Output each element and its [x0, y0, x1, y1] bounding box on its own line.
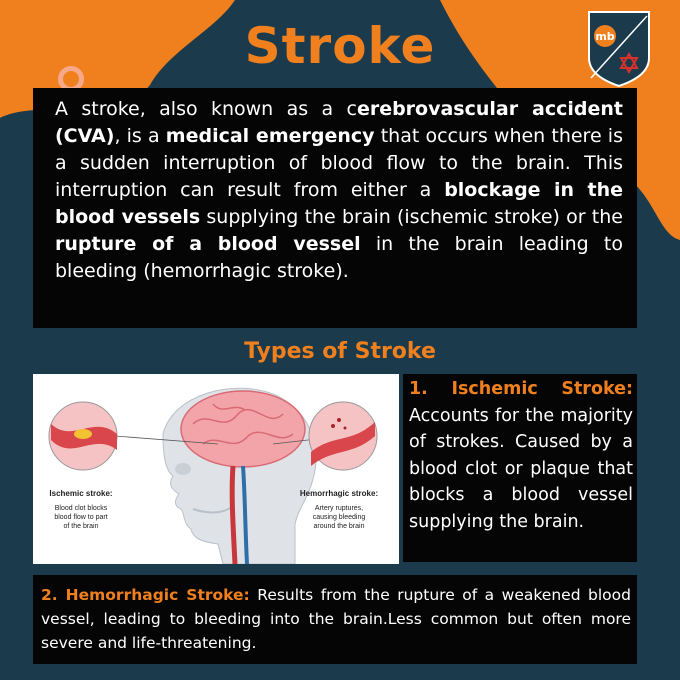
stroke-illustration — [33, 374, 399, 564]
hemorrhagic-text: Results from the rupture of a weakened blood vessel, leading to bleeding into the brain.Less common but often more severe and life-threatening. — [41, 586, 631, 652]
hemorrhagic-desc-2: causing bleeding — [312, 514, 366, 521]
brand-logo-icon — [583, 8, 655, 88]
artery-icon — [232, 466, 235, 564]
ischemic-desc-2: blood flow to part — [54, 514, 108, 521]
ischemic-text: Accounts for the majority of strokes. Caused by a blood clot or plaque that blocks a blood vessel supplying the brain. — [409, 405, 633, 532]
intro-text-2: , is a — [114, 125, 166, 147]
ischemic-heading: 1. Ischemic Stroke: — [409, 379, 633, 399]
hemorrhagic-heading: 2. Hemorrhagic Stroke: — [41, 586, 250, 604]
ischemic-desc-1: Blood clot blocks — [54, 505, 108, 512]
intro-text-5: in the brain leading to bleeding (hemorrhagic stroke). — [55, 233, 623, 282]
ischemic-label: Ischemic stroke: — [49, 489, 113, 498]
hemorrhagic-desc-3: around the brain — [313, 523, 365, 530]
intro-bold-2: medical emergency — [165, 125, 375, 147]
page-title: Stroke — [244, 17, 436, 75]
types-heading: Types of Stroke — [244, 339, 436, 364]
intro-text-1: A stroke, also known as a c — [55, 98, 357, 120]
ischemic-desc-3: of the brain — [63, 523, 99, 530]
brain-icon — [181, 391, 305, 467]
hemorrhagic-stroke-card — [33, 575, 637, 664]
intro-bold-1: erebrovascular accident (CVA) — [55, 98, 624, 147]
intro-text-4: supplying the brain (ischemic stroke) or the — [200, 206, 623, 228]
hemorrhagic-desc-1: Artery ruptures, — [314, 505, 364, 512]
logo-letters: mb — [595, 30, 615, 43]
ischemic-stroke-card — [403, 374, 637, 562]
intro-paragraph — [33, 88, 637, 328]
intro-bold-4: rupture of a blood vessel — [55, 233, 361, 255]
intro-bold-3: blockage in the blood vessels — [55, 179, 623, 228]
hemorrhagic-label: Hemorrhagic stroke: — [299, 489, 379, 498]
intro-text-3: that occurs when there is a sudden interruption of blood flow to the brain. This interruption can result from either a — [55, 125, 623, 201]
